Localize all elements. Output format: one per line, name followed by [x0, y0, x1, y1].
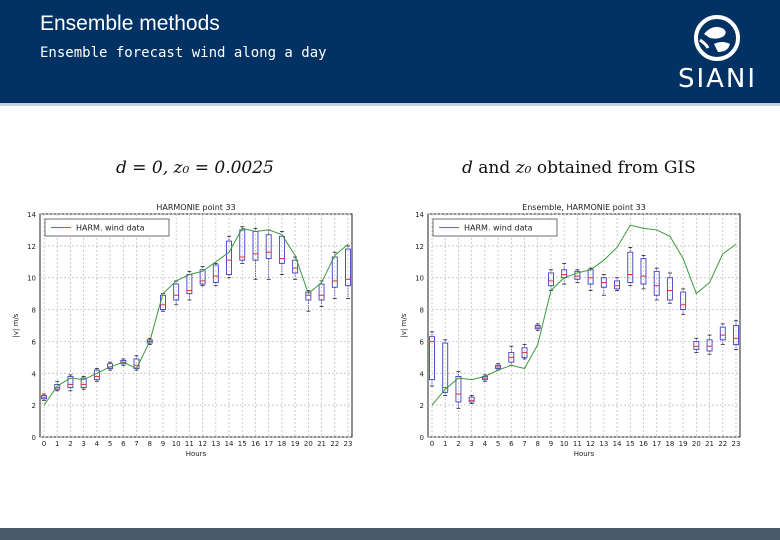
x-tick-label: 22 [330, 440, 340, 448]
x-tick-label: 18 [665, 440, 675, 448]
x-tick-label: 9 [160, 440, 166, 448]
y-tick-label: 4 [419, 370, 424, 379]
x-tick-label: 0 [41, 440, 47, 448]
x-tick-label: 18 [277, 440, 287, 448]
x-tick-label: 9 [548, 440, 554, 448]
chart-right [388, 200, 758, 462]
x-tick-label: 2 [68, 440, 73, 448]
caption-right-math-z: z₀ [515, 158, 532, 178]
x-tick-label: 8 [147, 440, 152, 448]
x-tick-label: 21 [705, 440, 715, 448]
x-tick-label: 16 [639, 440, 648, 448]
x-tick-label: 5 [107, 440, 113, 448]
y-tick-label: 12 [415, 242, 424, 251]
caption-left: d = 0, z₀ = 0.0025 [116, 158, 274, 178]
y-tick-label: 8 [419, 306, 424, 315]
siani-logo [670, 14, 765, 92]
y-tick-label: 4 [31, 370, 36, 379]
x-tick-label: 3 [469, 440, 474, 448]
x-tick-label: 4 [94, 440, 100, 448]
slide-title: Ensemble methods [40, 12, 220, 35]
y-tick-label: 10 [27, 274, 36, 283]
x-tick-label: 13 [599, 440, 609, 448]
y-axis-label: |v| m/s [400, 313, 408, 338]
y-tick-label: 6 [419, 338, 424, 347]
plot-area [428, 214, 740, 437]
legend [45, 219, 169, 236]
x-tick-label: 17 [652, 440, 662, 448]
legend-label: HARM. wind data [464, 223, 533, 233]
x-tick-label: 7 [134, 440, 139, 448]
y-tick-label: 2 [31, 402, 36, 411]
caption-right [462, 158, 696, 178]
chart-left [0, 200, 370, 462]
y-tick-label: 6 [31, 338, 36, 347]
y-tick-label: 8 [31, 306, 36, 315]
header-divider [0, 103, 780, 106]
chart-title: Ensemble, HARMONIE point 33 [522, 203, 646, 212]
x-tick-label: 6 [509, 440, 514, 448]
caption-right-math-d: d [462, 158, 473, 178]
legend [433, 219, 557, 236]
x-tick-label: 10 [559, 440, 569, 448]
x-tick-label: 12 [198, 440, 208, 448]
x-tick-label: 13 [211, 440, 221, 448]
x-tick-label: 22 [718, 440, 728, 448]
y-axis-label: |v| m/s [12, 313, 20, 338]
x-axis-label: Hours [573, 450, 595, 458]
footer-bar [0, 528, 780, 540]
x-tick-label: 2 [456, 440, 461, 448]
x-tick-label: 1 [442, 440, 448, 448]
x-tick-label: 23 [343, 440, 353, 448]
y-tick-label: 10 [415, 274, 424, 283]
y-tick-label: 14 [27, 211, 36, 219]
x-tick-label: 20 [303, 440, 313, 448]
slide-subtitle: Ensemble forecast wind along a day [40, 45, 327, 61]
x-tick-label: 23 [731, 440, 741, 448]
x-tick-label: 15 [625, 440, 635, 448]
x-tick-label: 15 [237, 440, 247, 448]
caption-right-and: and [472, 158, 516, 178]
x-tick-label: 10 [171, 440, 181, 448]
caption-right-tail: obtained from GIS [531, 158, 696, 178]
x-tick-label: 1 [54, 440, 60, 448]
x-tick-label: 0 [429, 440, 435, 448]
x-tick-label: 7 [522, 440, 527, 448]
x-tick-label: 8 [535, 440, 540, 448]
x-tick-label: 11 [184, 440, 194, 448]
x-tick-label: 21 [317, 440, 327, 448]
legend-label: HARM. wind data [76, 223, 145, 233]
y-tick-label: 0 [31, 434, 36, 442]
x-tick-label: 4 [482, 440, 488, 448]
chart-title: HARMONIE point 33 [156, 203, 236, 212]
x-tick-label: 11 [572, 440, 582, 448]
x-tick-label: 14 [224, 440, 234, 448]
x-tick-label: 14 [612, 440, 622, 448]
x-tick-label: 3 [81, 440, 86, 448]
x-axis-label: Hours [185, 450, 207, 458]
y-tick-label: 14 [415, 211, 424, 219]
logo-text: SIANI [677, 64, 758, 94]
y-tick-label: 12 [27, 242, 36, 251]
x-tick-label: 12 [586, 440, 596, 448]
x-tick-label: 17 [264, 440, 274, 448]
y-tick-label: 2 [419, 402, 424, 411]
x-tick-label: 19 [290, 440, 300, 448]
header-bar [0, 0, 780, 103]
x-tick-label: 20 [691, 440, 701, 448]
x-tick-label: 6 [121, 440, 126, 448]
plot-area [40, 214, 352, 437]
globe-icon [670, 14, 765, 64]
x-tick-label: 16 [251, 440, 260, 448]
y-tick-label: 0 [419, 434, 424, 442]
x-tick-label: 19 [678, 440, 688, 448]
x-tick-label: 5 [495, 440, 501, 448]
